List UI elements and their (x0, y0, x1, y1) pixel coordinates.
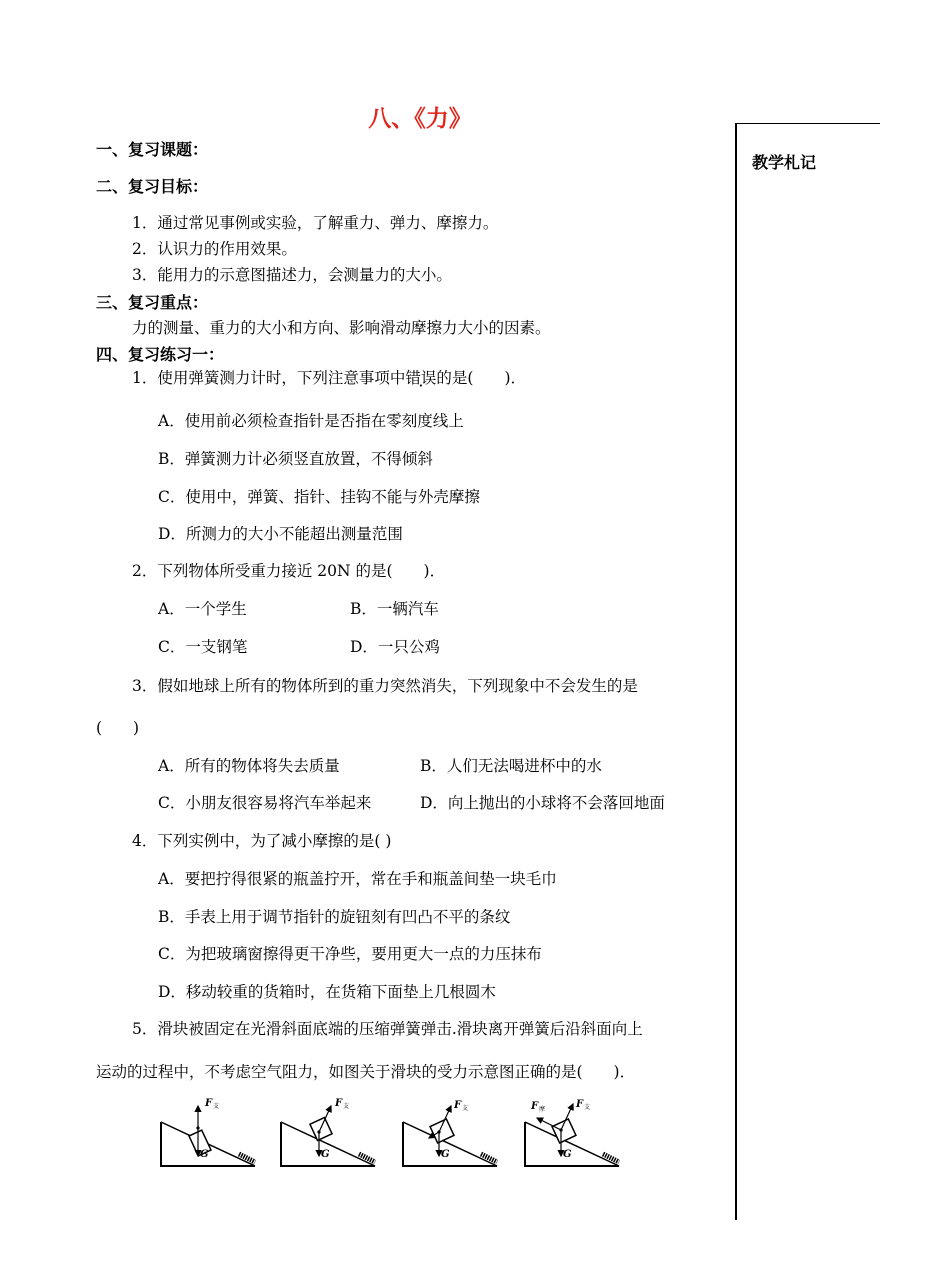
label-support: F (205, 1098, 213, 1109)
q3-option: C．小朋友很容易将汽车举起来 (158, 794, 372, 812)
sidebar-notes-label: 教学札记 (752, 153, 817, 172)
sidebar-notes-box (735, 123, 880, 1220)
diagram-a (161, 1098, 255, 1166)
q4-option: A．要把拧得很紧的瓶盖拧开，常在手和瓶盖间垫一块毛巾 (158, 870, 557, 888)
goal-item: 3．能用力的示意图描述力，会测量力的大小。 (132, 266, 452, 284)
q4-option: B．手表上用于调节指针的旋钮刻有凹凸不平的条纹 (158, 908, 511, 926)
q3-option: B．人们无法喝进杯中的水 (420, 757, 602, 775)
question-5-stem-cont: 运动的过程中，不考虑空气阻力，如图关于滑块的受力示意图正确的是( )． (96, 1063, 636, 1081)
question-2-stem: 2．下列物体所受重力接近 20N 的是( )． (132, 562, 446, 580)
question-3-stem: 3．假如地球上所有的物体所到的重力突然消失，下列现象中不会发生的是 (132, 677, 638, 695)
q4-option: C．为把玻璃窗擦得更干净些，要用更大一点的力压抹布 (158, 945, 542, 963)
page-title: 八、《力》 (368, 106, 472, 132)
diagram-d (525, 1099, 619, 1166)
label-gravity: G (200, 1149, 209, 1160)
q4-option: D．移动较重的货箱时，在货箱下面垫上几根圆木 (158, 983, 496, 1001)
goal-item: 2．认识力的作用效果。 (132, 240, 297, 258)
diagram-c (403, 1100, 497, 1166)
diagram-b (281, 1098, 375, 1166)
q3-option: D．向上抛出的小球将不会落回地面 (420, 794, 665, 812)
q2-option: A．一个学生 (158, 600, 247, 618)
label-support: F (454, 1100, 462, 1111)
label-support-sub: 支 (213, 1103, 220, 1110)
focus-text: 力的测量、重力的大小和方向、影响滑动摩擦力大小的因素。 (132, 319, 551, 337)
label-support-sub: 支 (343, 1103, 350, 1110)
label-friction-sub: 摩 (539, 1106, 546, 1113)
q2-option: C．一支钢笔 (158, 638, 248, 656)
force-diagrams (155, 1094, 645, 1174)
q1-stem-part: 的是( )． (436, 369, 526, 387)
q1-option: A．使用前必须检查指针是否指在零刻度线上 (158, 412, 464, 430)
goal-item: 1．通过常见事例或实验，了解重力、弹力、摩擦力。 (132, 214, 499, 232)
label-gravity: G (563, 1149, 572, 1160)
label-support: F (576, 1099, 584, 1110)
section-practice: 四、复习练习一： (96, 345, 225, 364)
label-gravity: G (321, 1149, 330, 1160)
q1-option: D．所测力的大小不能超出测量范围 (158, 525, 403, 543)
q1-emphasis-text: 错误 (405, 369, 437, 387)
q1-option: B．弹簧测力计必须竖直放置，不得倾斜 (158, 450, 433, 468)
section-goals: 二、复习目标： (96, 177, 209, 196)
q3-option: A．所有的物体将失去质量 (158, 757, 340, 775)
q2-option: D．一只公鸡 (350, 638, 440, 656)
question-3-stem-cont: ( ) (96, 719, 140, 737)
label-friction: F (531, 1101, 539, 1112)
label-support-sub: 支 (584, 1104, 591, 1111)
label-gravity: G (441, 1149, 450, 1160)
q2-option: B．一辆汽车 (350, 600, 439, 618)
question-4-stem: 4．下列实例中，为了减小摩擦的是( ) (132, 832, 392, 850)
question-1-stem (132, 366, 526, 388)
section-focus: 三、复习重点： (96, 293, 209, 312)
q1-option: C．使用中，弹簧、指针、挂钩不能与外壳摩擦 (158, 488, 480, 506)
section-topic: 一、复习课题： (96, 140, 209, 159)
question-5-stem: 5．滑块被固定在光滑斜面底端的压缩弹簧弹击.滑块离开弹簧后沿斜面向上 (132, 1020, 643, 1038)
label-support: F (335, 1098, 343, 1109)
label-support-sub: 支 (462, 1105, 469, 1112)
q1-stem-part: 1．使用弹簧测力计时，下列注意事项中 (132, 369, 406, 387)
